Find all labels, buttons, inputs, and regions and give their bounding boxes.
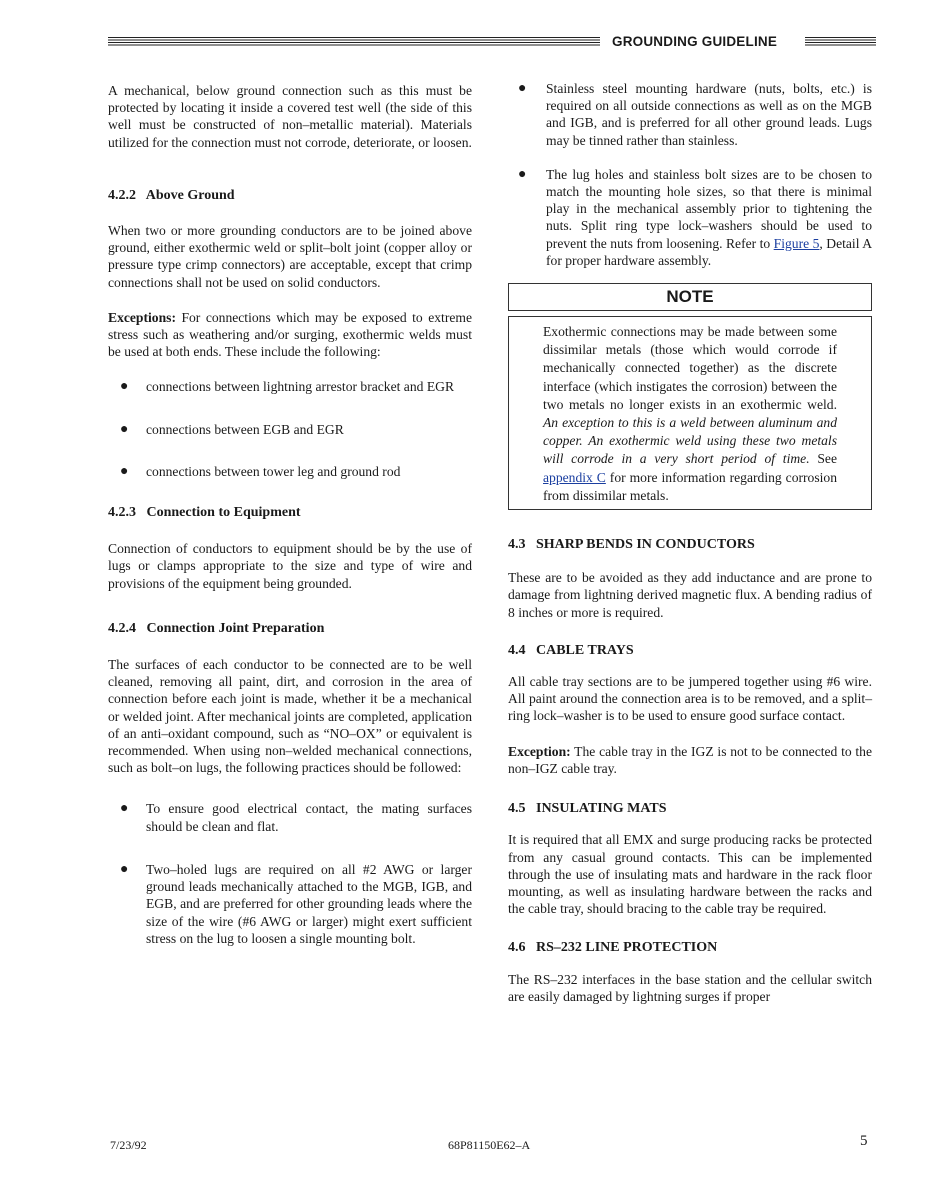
note-text (543, 323, 837, 505)
section-4-5-text: It is required that all EMX and surge producing racks be protected from any casual ground contacts. This can be implemented through the use of insulating mats and hardware in the rack floor mounting, as well as insulating hardware between the racks and the cable tray, should bracing to the cable tray be required. (508, 832, 872, 917)
section-4-2-3-text: Connection of conductors to equipment should be by the use of lugs or clamps appropriate to the size and type of wire and provisions of the equipment being grounded. (108, 541, 472, 591)
figure-5-link[interactable]: Figure 5 (773, 235, 820, 251)
note-box (508, 316, 872, 510)
right-column (508, 80, 872, 1005)
appendix-c-link[interactable]: appendix C (543, 469, 606, 485)
exception-item (108, 463, 472, 480)
section-4-2-4-text: The surfaces of each conductor to be connected are to be well cleaned, removing all paint, dirt, and corrosion in the area of connection before each joint is made, whether it be a mechanical or welded joint. After mechanical joints are completed, application of an anti–oxidant compound, such as “NO–OX” or equivalent is recommended. When using non–welded mechanical connections, such as bolt–on lugs, the following practices should be followed: (108, 657, 472, 776)
section-4-4-heading: 4.4 CABLE TRAYS (508, 642, 634, 658)
header-rule-left (108, 37, 600, 47)
section-4-6-text: The RS–232 interfaces in the base station and the cellular switch are easily damaged by lightning surges if proper (508, 971, 872, 1004)
footer-doc-number: 68P81150E62–A (448, 1138, 531, 1152)
lug-bullet-text-b: , Detail A for proper hardware assembly. (546, 235, 873, 268)
practice-item-text: To ensure good electrical contact, the mating surfaces should be clean and flat. (146, 801, 472, 834)
intro-paragraph: A mechanical, below ground connection such as this must be protected by locating it inside a covered test well (the side of this well must be constructed of non–metallic material). Materials utilized for the connection must not corrode, deteriorate, or loosen. (108, 83, 472, 150)
section-4-4-text: All cable tray sections are to be jumpered together using #6 wire. All paint around the connection area is to be removed, and a split–ring lock–washer is to be used to ensure good surface contact. (508, 674, 872, 724)
section-4-4-exception (508, 743, 872, 777)
exception-item (108, 378, 472, 395)
bullet-icon: ● (120, 861, 129, 877)
section-4-2-2-text: When two or more grounding conductors are to be joined above ground, either exothermic weld or split–bolt joint (copper alloy or pressure type crimp connectors) are acceptable, except that crimp connections shall not be used on solid conductors. (108, 223, 472, 290)
section-4-4-exception-label: Exception: (508, 743, 571, 759)
bullet-icon: ● (518, 81, 527, 96)
exception-item (108, 421, 472, 438)
note-text-a: Exothermic connections may be made between some dissimilar metals (those which would corrode if mechanically connected together) as the discrete interface (which instigates the corrosion) between the two metals no longer exists in an exothermic weld. (543, 324, 837, 412)
note-text-b: See (809, 451, 837, 467)
footer-date: 7/23/92 (110, 1138, 147, 1152)
header-title: GROUNDING GUIDELINE (612, 34, 778, 49)
left-column (108, 82, 472, 947)
section-4-3-text: These are to be avoided as they add inductance and are prone to damage from lightning derived magnetic flux. A bending radius of 8 inches or more is required. (508, 570, 872, 620)
section-4-4-exception-text: The cable tray in the IGZ is not to be connected to the non–IGZ cable tray. (508, 743, 872, 776)
note-text-italic: An exception to this is a weld between aluminum and copper. An exothermic weld using these two metals will corrode in a very short period of time. (543, 415, 837, 467)
note-title: NOTE (508, 283, 872, 311)
hardware-bullet (508, 80, 872, 149)
running-header (108, 34, 876, 50)
section-4-3-heading: 4.3 SHARP BENDS IN CONDUCTORS (508, 537, 755, 553)
section-4-2-2-heading: 4.2.2 Above Ground (108, 187, 235, 203)
practice-item (108, 861, 472, 947)
bullet-icon: ● (120, 801, 129, 817)
section-4-2-4-heading: 4.2.4 Connection Joint Preparation (108, 620, 325, 636)
hardware-bullet-text: Stainless steel mounting hardware (nuts, bolts, etc.) is required on all outside connections as well as on the MGB and IGB, and is preferred for all other ground leads. Lugs may be tinned rather than stainless. (546, 81, 872, 148)
bullet-icon: ● (518, 166, 527, 182)
exception-item-text: connections between tower leg and ground rod (146, 463, 401, 479)
section-4-5-heading: 4.5 INSULATING MATS (508, 801, 667, 817)
lug-bullet (508, 166, 872, 269)
bullet-icon: ● (120, 463, 129, 479)
bullet-icon: ● (120, 421, 129, 437)
page-number: 5 (860, 1133, 868, 1149)
lug-bullet-text-a: The lug holes and stainless bolt sizes are to be chosen to match the mounting hole sizes, so that there is minimal play in the mechanical assembly prior to tightening the nuts. Split ring type lock–washers should be used to prevent the nuts from loosening. Refer to (546, 166, 872, 251)
exception-item-text: connections between lightning arrestor bracket and EGR (146, 379, 455, 395)
exception-item-text: connections between EGB and EGR (146, 421, 344, 437)
exceptions-text: For connections which may be exposed to extreme stress such as weathering and/or surging, exothermic welds must be used at both ends. These include the following: (108, 309, 472, 360)
section-4-6-heading: 4.6 RS–232 LINE PROTECTION (508, 940, 718, 956)
exceptions-label: Exceptions: (108, 309, 176, 325)
exceptions-paragraph (108, 309, 472, 361)
note-text-c: for more information regarding corrosion from dissimilar metals. (543, 469, 837, 503)
section-4-2-3-heading: 4.2.3 Connection to Equipment (108, 505, 301, 521)
practice-item (108, 800, 472, 834)
bullet-icon: ● (120, 379, 129, 395)
header-rule-right (805, 37, 876, 47)
practice-item-text: Two–holed lugs are required on all #2 AWG or larger ground leads mechanically attached to the MGB, IGB, and EGB, and are preferred for other grounding leads where the size of the wire (#6 AWG or larger) might exert sufficient stress on the lug to loosen a single mounting bolt. (146, 861, 472, 946)
